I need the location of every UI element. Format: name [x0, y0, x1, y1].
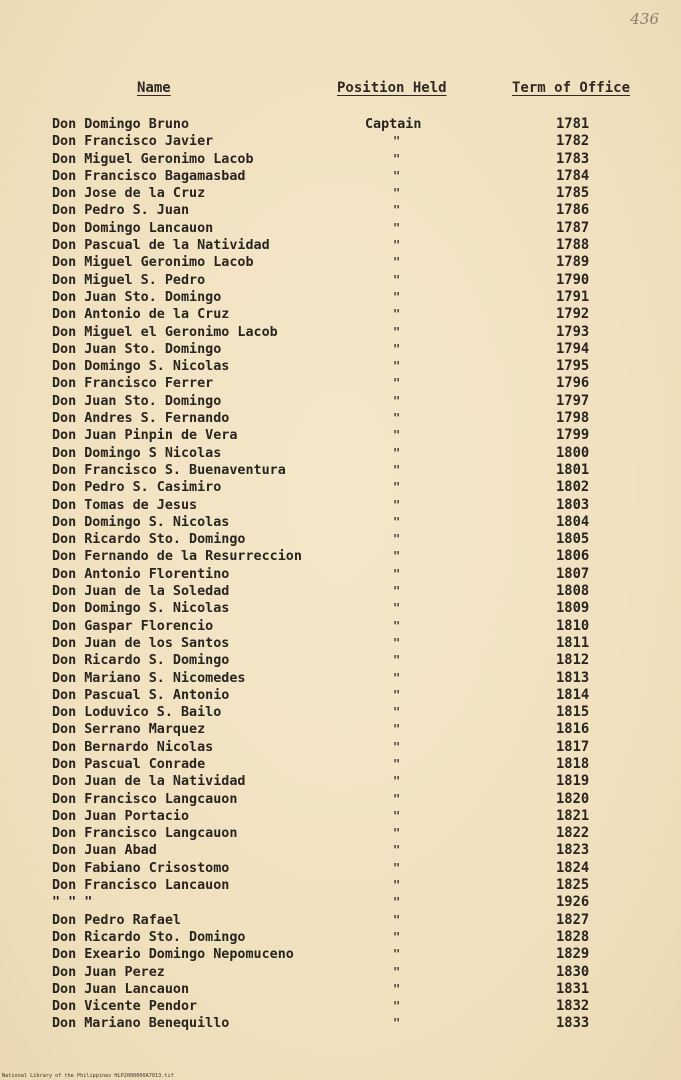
row-name: Don Domingo S. Nicolas [52, 514, 230, 530]
row-position: " [393, 428, 401, 443]
table-row [0, 514, 681, 531]
row-term: 1806 [556, 548, 590, 565]
row-term: 1783 [556, 150, 590, 167]
row-position: " [393, 359, 401, 374]
table-row [0, 756, 681, 773]
row-position: " [393, 739, 401, 754]
row-position: " [393, 480, 401, 495]
row-name: Don Jose de la Cruz [52, 186, 206, 202]
row-position: " [393, 376, 401, 391]
table-row [0, 566, 681, 583]
row-name: " " " [52, 895, 93, 911]
row-name: Don Pedro S. Casimiro [52, 480, 222, 496]
row-name: Don Francisco Bagamasbad [52, 168, 246, 184]
row-position: " [393, 618, 401, 633]
row-name: Don Juan Sto. Domingo [52, 289, 222, 305]
row-name: Don Ricardo Sto. Domingo [52, 929, 246, 945]
row-position: " [393, 220, 401, 235]
row-name: Don Juan de la Natividad [52, 774, 246, 790]
table-row [0, 133, 681, 150]
table-row [0, 341, 681, 358]
row-name: Don Francisco Javier [52, 134, 214, 150]
row-name: Don Loduvico S. Bailo [52, 705, 222, 721]
row-position: " [393, 549, 401, 564]
table-row [0, 116, 681, 133]
row-term: 1789 [556, 254, 590, 271]
row-position: " [393, 272, 401, 287]
archive-footer: National Library of the Philippines HLP2000000A7013.tif [2, 1073, 174, 1079]
table-row [0, 358, 681, 375]
row-term: 1800 [556, 444, 590, 461]
row-name: Don Pedro S. Juan [52, 203, 190, 219]
table-row [0, 393, 681, 410]
row-term: 1782 [556, 133, 590, 150]
row-position: " [393, 324, 401, 339]
row-term: 1831 [556, 980, 590, 997]
row-name: Don Francisco Langcauon [52, 826, 238, 842]
row-term: 1796 [556, 375, 590, 392]
row-name: Don Juan de los Santos [52, 635, 230, 651]
row-position: " [393, 584, 401, 599]
row-term: 1816 [556, 721, 590, 738]
row-position: " [393, 514, 401, 529]
table-row [0, 652, 681, 669]
row-name: Don Miguel el Geronimo Lacob [52, 324, 278, 340]
row-position: " [393, 168, 401, 183]
row-name: Don Tomas de Jesus [52, 497, 198, 513]
table-row [0, 220, 681, 237]
row-position: " [393, 791, 401, 806]
row-term: 1824 [556, 859, 590, 876]
row-name: Don Francisco Langcauon [52, 791, 238, 807]
row-name: Don Juan Abad [52, 843, 157, 859]
row-position: " [393, 947, 401, 962]
row-term: 1795 [556, 358, 590, 375]
row-term: 1825 [556, 877, 590, 894]
row-name: Don Domingo S Nicolas [52, 445, 222, 461]
page-number: 436 [630, 10, 659, 28]
row-name: Don Antonio de la Cruz [52, 307, 230, 323]
row-term: 1787 [556, 219, 590, 236]
table-row [0, 306, 681, 323]
table-row [0, 773, 681, 790]
row-name: Don Exeario Domingo Nepomuceno [52, 947, 294, 963]
row-name: Don Francisco Ferrer [52, 376, 214, 392]
row-position: " [393, 566, 401, 581]
row-position: " [393, 774, 401, 789]
row-name: Don Fernando de la Resurreccion [52, 549, 302, 565]
row-position: " [393, 307, 401, 322]
table-row [0, 254, 681, 271]
row-name: Don Mariano S. Nicomedes [52, 670, 246, 686]
row-term: 1813 [556, 669, 590, 686]
row-term: 1830 [556, 963, 590, 980]
table-row [0, 531, 681, 548]
row-term: 1833 [556, 1015, 590, 1032]
row-position: " [393, 238, 401, 253]
row-position: " [393, 151, 401, 166]
row-position: " [393, 393, 401, 408]
table-row [0, 375, 681, 392]
row-name: Don Mariano Benequillo [52, 1016, 230, 1032]
row-term: 1781 [556, 116, 590, 132]
row-name: Don Fabiano Crisostomo [52, 860, 230, 876]
row-term: 1802 [556, 479, 590, 496]
row-position: " [393, 878, 401, 893]
row-position: " [393, 462, 401, 477]
row-position: " [393, 203, 401, 218]
row-term: 1812 [556, 652, 590, 669]
table-row [0, 237, 681, 254]
row-name: Don Juan Sto. Domingo [52, 341, 222, 357]
row-position: " [393, 601, 401, 616]
row-name: Don Pascual de la Natividad [52, 238, 270, 254]
table-row [0, 289, 681, 306]
row-position: " [393, 981, 401, 996]
table-row [0, 912, 681, 929]
row-term: 1788 [556, 237, 590, 254]
table-row [0, 1015, 681, 1032]
row-name: Don Ricardo S. Domingo [52, 653, 230, 669]
row-term: 1793 [556, 323, 590, 340]
row-term: 1822 [556, 825, 590, 842]
row-term: 1808 [556, 583, 590, 600]
table-row [0, 151, 681, 168]
table-row [0, 721, 681, 738]
row-name: Don Domingo S. Nicolas [52, 601, 230, 617]
row-term: 1819 [556, 773, 590, 790]
table-row [0, 324, 681, 341]
row-term: 1827 [556, 911, 590, 928]
row-term: 1814 [556, 686, 590, 703]
row-name: Don Domingo S. Nicolas [52, 359, 230, 375]
row-term: 1828 [556, 928, 590, 945]
table-row [0, 168, 681, 185]
table-row [0, 427, 681, 444]
row-position: " [393, 912, 401, 927]
row-position: " [393, 999, 401, 1014]
table-row [0, 202, 681, 219]
officeholder-list [0, 116, 681, 1033]
row-position: " [393, 1016, 401, 1031]
row-term: 1798 [556, 410, 590, 427]
row-term: 1784 [556, 167, 590, 184]
row-position: " [393, 289, 401, 304]
table-row [0, 842, 681, 859]
row-name: Don Juan Pinpin de Vera [52, 428, 238, 444]
row-term: 1810 [556, 617, 590, 634]
table-row [0, 894, 681, 911]
table-row [0, 825, 681, 842]
column-header-term: Term of Office [512, 80, 631, 96]
row-position: " [393, 929, 401, 944]
table-row [0, 704, 681, 721]
table-row [0, 946, 681, 963]
table-row [0, 635, 681, 652]
row-name: Don Juan Perez [52, 964, 165, 980]
row-position: " [393, 705, 401, 720]
row-name: Don Antonio Florentino [52, 566, 230, 582]
row-name: Don Domingo Lancauon [52, 220, 214, 236]
row-position: " [393, 186, 401, 201]
table-row [0, 462, 681, 479]
table-row [0, 929, 681, 946]
table-row [0, 964, 681, 981]
table-row [0, 479, 681, 496]
row-name: Don Ricardo Sto. Domingo [52, 532, 246, 548]
row-term: 1797 [556, 392, 590, 409]
table-row [0, 497, 681, 514]
row-position: " [393, 826, 401, 841]
table-row [0, 687, 681, 704]
row-name: Don Juan de la Soledad [52, 584, 230, 600]
row-position: " [393, 653, 401, 668]
table-row [0, 600, 681, 617]
row-name: Don Domingo Bruno [52, 117, 190, 132]
row-position: " [393, 411, 401, 426]
row-name: Don Miguel S. Pedro [52, 272, 206, 288]
row-name: Don Juan Portacio [52, 808, 190, 824]
row-name: Don Francisco Lancauon [52, 878, 230, 894]
table-row [0, 410, 681, 427]
row-term: 1811 [556, 634, 590, 651]
row-name: Don Vicente Pendor [52, 999, 198, 1015]
table-row [0, 877, 681, 894]
row-position: " [393, 670, 401, 685]
row-position: " [393, 255, 401, 270]
row-name: Don Pascual S. Antonio [52, 687, 230, 703]
table-row [0, 618, 681, 635]
row-position: " [393, 532, 401, 547]
row-position: " [393, 843, 401, 858]
row-name: Don Juan Lancauon [52, 981, 190, 997]
row-term: 1820 [556, 790, 590, 807]
row-name: Don Bernardo Nicolas [52, 739, 214, 755]
row-position: " [393, 635, 401, 650]
row-term: 1785 [556, 185, 590, 202]
row-name: Don Juan Sto. Domingo [52, 393, 222, 409]
row-term: 1804 [556, 513, 590, 530]
row-position: " [393, 722, 401, 737]
row-position: Captain [365, 117, 422, 132]
row-position: " [393, 808, 401, 823]
row-term: 1801 [556, 461, 590, 478]
table-row [0, 185, 681, 202]
table-row [0, 981, 681, 998]
row-term: 1792 [556, 306, 590, 323]
row-name: Don Miguel Geronimo Lacob [52, 151, 254, 167]
table-row [0, 445, 681, 462]
row-name: Don Gaspar Florencio [52, 618, 214, 634]
table-row [0, 791, 681, 808]
table-row [0, 548, 681, 565]
row-term: 1926 [556, 894, 590, 911]
table-row [0, 808, 681, 825]
row-position: " [393, 134, 401, 149]
row-term: 1803 [556, 496, 590, 513]
table-row [0, 860, 681, 877]
row-position: " [393, 895, 401, 910]
row-term: 1818 [556, 755, 590, 772]
row-term: 1823 [556, 842, 590, 859]
row-name: Don Serrano Marquez [52, 722, 206, 738]
row-position: " [393, 860, 401, 875]
table-row [0, 583, 681, 600]
row-term: 1807 [556, 565, 590, 582]
row-term: 1809 [556, 600, 590, 617]
row-position: " [393, 756, 401, 771]
row-term: 1815 [556, 704, 590, 721]
row-term: 1799 [556, 427, 590, 444]
table-row [0, 670, 681, 687]
row-term: 1805 [556, 531, 590, 548]
table-row [0, 739, 681, 756]
row-position: " [393, 445, 401, 460]
row-term: 1829 [556, 946, 590, 963]
column-header-name: Name [137, 80, 171, 96]
row-term: 1790 [556, 271, 590, 288]
table-row [0, 998, 681, 1015]
column-header-position: Position Held [337, 80, 447, 96]
table-row [0, 272, 681, 289]
row-term: 1786 [556, 202, 590, 219]
row-position: " [393, 341, 401, 356]
row-position: " [393, 964, 401, 979]
row-position: " [393, 497, 401, 512]
row-term: 1832 [556, 998, 590, 1015]
row-name: Don Miguel Geronimo Lacob [52, 255, 254, 271]
row-name: Don Andres S. Fernando [52, 411, 230, 427]
row-term: 1791 [556, 288, 590, 305]
row-position: " [393, 687, 401, 702]
row-term: 1794 [556, 340, 590, 357]
row-name: Don Pedro Rafael [52, 912, 181, 928]
row-name: Don Pascual Conrade [52, 756, 206, 772]
row-term: 1817 [556, 738, 590, 755]
row-term: 1821 [556, 807, 590, 824]
row-name: Don Francisco S. Buenaventura [52, 462, 286, 478]
